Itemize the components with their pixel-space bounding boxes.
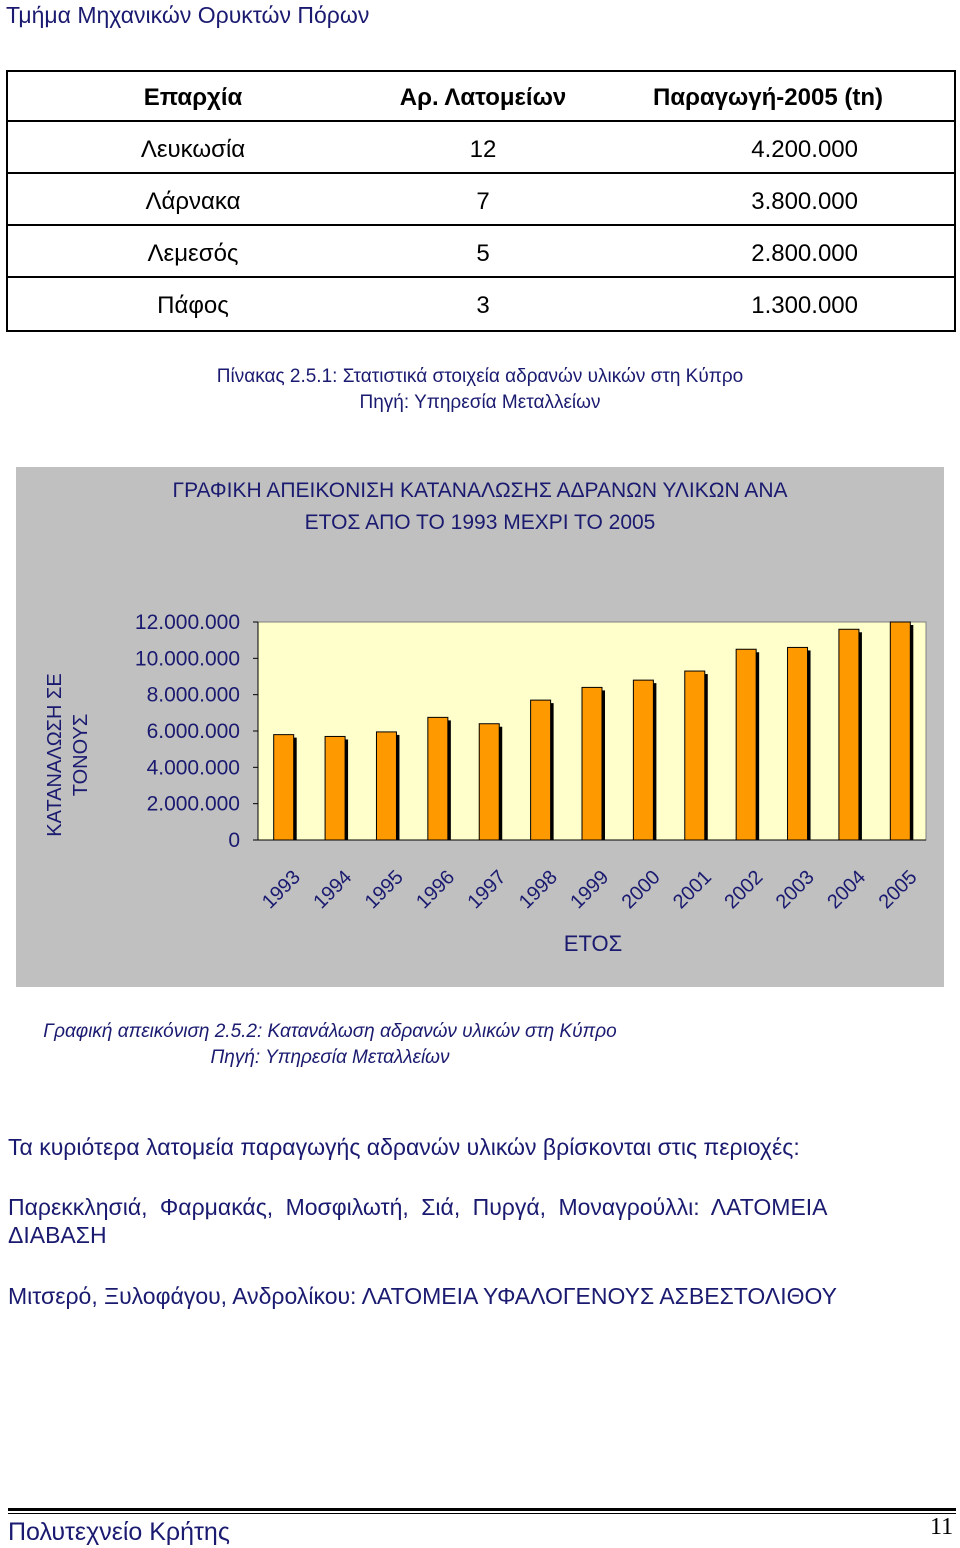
paragraph: Τα κυριότερα λατομεία παραγωγής αδρανών υλικών βρίσκονται στις περιοχές: <box>8 1134 800 1160</box>
x-tick-label: 1993 <box>257 866 305 914</box>
bar <box>582 687 602 840</box>
bar <box>839 629 859 840</box>
bar <box>325 736 345 840</box>
table-cell: Πάφος <box>157 292 229 319</box>
footer-rule <box>8 1513 956 1514</box>
column-header: Παραγωγή-2005 (tn) <box>652 84 883 111</box>
bar <box>274 735 294 840</box>
chart-source: Πηγή: Υπηρεσία Μεταλλείων <box>210 1047 450 1068</box>
table-cell: 12 <box>469 136 497 163</box>
bar <box>890 622 910 840</box>
x-tick-label: 1998 <box>514 866 562 914</box>
page-header: Τμήμα Μηχανικών Ορυκτών Πόρων <box>6 2 370 28</box>
y-axis-label-line: ΤΟΝΟΥΣ <box>70 713 92 797</box>
x-axis-label: ΕΤΟΣ <box>563 931 623 956</box>
bar <box>531 700 551 840</box>
chart-title-line: ΓΡΑΦΙΚΗ ΑΠΕΙΚΟΝΙΣΗ ΚΑΤΑΝΑΛΩΣΗΣ ΑΔΡΑΝΩΝ ΥΛΙΚΩΝ ΑΝΑ <box>172 479 788 502</box>
bar <box>376 732 396 840</box>
table-caption: Πίνακας 2.5.1: Στατιστικά στοιχεία αδρανών υλικών στη Κύπρο <box>216 366 744 387</box>
paragraph: Παρεκκλησιά, Φαρμακάς, Μοσφιλωτή, Σιά, Πυργά, Μοναγρούλλι: ΛΑΤΟΜΕΙΑ <box>8 1194 828 1220</box>
bar <box>736 649 756 840</box>
table-source: Πηγή: Υπηρεσία Μεταλλείων <box>359 392 601 413</box>
table-cell: Λεμεσός <box>147 240 239 267</box>
paragraph: ΔΙΑΒΑΣΗ <box>8 1222 107 1248</box>
column-header: Αρ. Λατομείων <box>399 84 567 111</box>
table-cell: Λευκωσία <box>140 136 246 163</box>
footer-rule <box>8 1508 956 1511</box>
x-tick-label: 1999 <box>566 866 614 914</box>
bar <box>685 671 705 840</box>
y-tick-label: 6.000.000 <box>146 720 240 743</box>
x-tick-label: 1996 <box>412 866 460 914</box>
y-tick-label: 8.000.000 <box>146 683 240 707</box>
table-cell: 1.300.000 <box>751 292 858 319</box>
x-tick-label: 2001 <box>669 866 717 914</box>
y-tick-label: 12.000.000 <box>134 611 240 634</box>
column-header: Επαρχία <box>143 84 243 111</box>
x-tick-label: 1994 <box>309 866 357 914</box>
y-tick-label: 2.000.000 <box>146 792 240 816</box>
x-tick-label: 1995 <box>360 866 408 914</box>
x-tick-label: 2002 <box>720 866 768 914</box>
y-tick-label: 10.000.000 <box>134 647 240 671</box>
x-tick-label: 2000 <box>617 866 665 914</box>
y-tick-label: 4.000.000 <box>146 756 240 780</box>
bar <box>479 724 499 840</box>
footer-institution: Πολυτεχνείο Κρήτης <box>8 1518 230 1546</box>
chart-title-line: ΕΤΟΣ ΑΠΟ ΤΟ 1993 ΜΕΧΡΙ ΤΟ 2005 <box>304 511 656 534</box>
chart-caption: Γραφική απεικόνιση 2.5.2: Κατανάλωση αδρανών υλικών στη Κύπρο <box>43 1021 617 1042</box>
table-cell: 5 <box>476 240 490 267</box>
x-tick-label: 1997 <box>463 866 511 914</box>
bar <box>428 717 448 840</box>
table-cell: Λάρνακα <box>145 188 241 215</box>
page-number: 11 <box>930 1514 954 1540</box>
x-tick-label: 2005 <box>874 866 922 914</box>
paragraph: Μιτσερό, Ξυλοφάγου, Ανδρολίκου: ΛΑΤΟΜΕΙΑ ΥΦΑΛΟΓΕΝΟΥΣ ΑΣΒΕΣΤΟΛΙΘΟΥ <box>8 1283 838 1309</box>
table-cell: 2.800.000 <box>751 240 858 267</box>
y-axis-label-line: ΚΑΤΑΝΑΛΩΣΗ ΣΕ <box>44 673 66 837</box>
table-cell: 4.200.000 <box>751 136 858 163</box>
table-cell: 3.800.000 <box>751 188 858 215</box>
bar <box>633 680 653 840</box>
table-cell: 7 <box>476 188 490 215</box>
x-tick-label: 2004 <box>823 866 871 914</box>
table-cell: 3 <box>476 292 490 319</box>
y-tick-label: 0 <box>228 829 240 852</box>
x-tick-label: 2003 <box>771 866 819 914</box>
bar <box>788 647 808 840</box>
